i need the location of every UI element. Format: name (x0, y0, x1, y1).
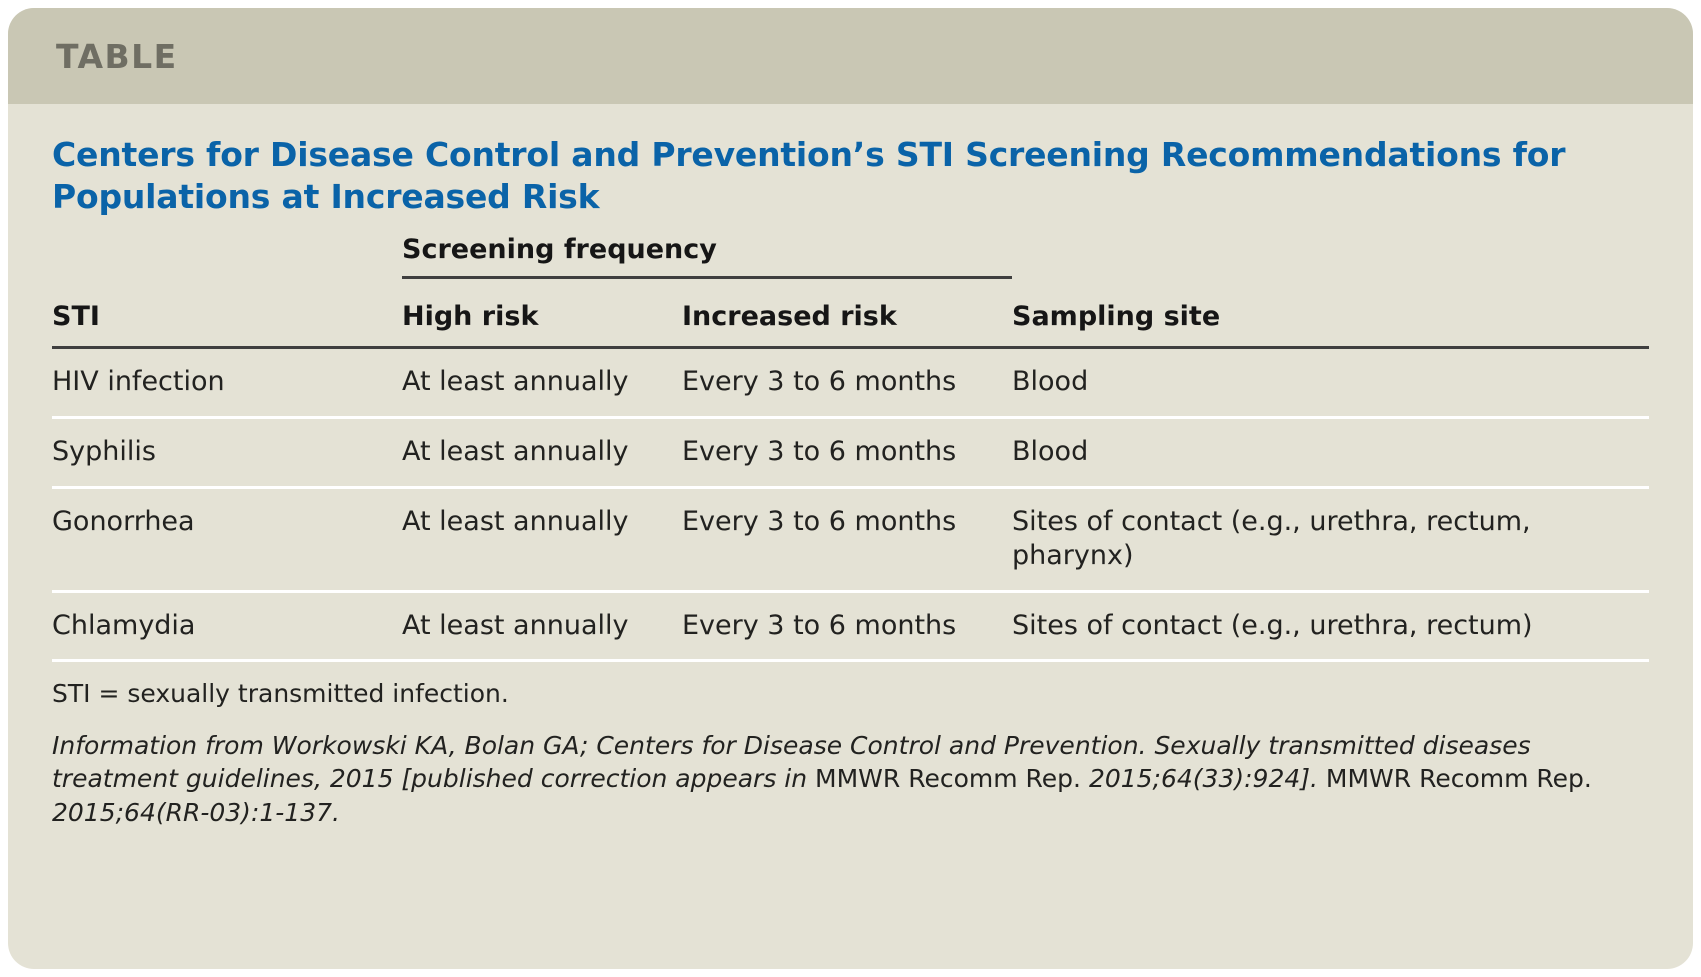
source-part-5: 2015;64(RR-03):1-137. (52, 798, 340, 828)
column-header-high-risk: High risk (402, 279, 682, 348)
source-part-3: 2015;64(33):924]. (1088, 764, 1318, 794)
group-header-spacer-right (1012, 234, 1649, 275)
table-row (52, 487, 1649, 591)
column-header-row (52, 279, 1649, 348)
column-header-sampling-site: Sampling site (1012, 279, 1649, 348)
card-header (8, 8, 1693, 104)
cell-high-risk: At least annually (402, 418, 682, 488)
table-footnote: STI = sexually transmitted infection. (52, 679, 509, 709)
cell-sampling-site: Blood (1012, 348, 1649, 418)
card-body (8, 104, 1693, 969)
group-header-spacer (52, 234, 402, 275)
column-header-increased-risk: Increased risk (682, 279, 1012, 348)
table-card (8, 8, 1693, 969)
cell-high-risk: At least annually (402, 348, 682, 418)
cell-increased-risk: Every 3 to 6 months (682, 348, 1012, 418)
cell-increased-risk: Every 3 to 6 months (682, 487, 1012, 591)
cell-sti: HIV infection (52, 348, 402, 418)
group-header-screening-frequency: Screening frequency (402, 234, 717, 266)
page-title: Centers for Disease Control and Prevention’s STI Screening Recommendations for Populations at Increased Risk (52, 135, 1566, 217)
cell-sampling-site: Blood (1012, 418, 1649, 488)
source-part-4: MMWR Recomm Rep. (1325, 764, 1592, 794)
cell-high-risk: At least annually (402, 591, 682, 661)
table-row (52, 591, 1649, 661)
table-row (52, 418, 1649, 488)
cell-increased-risk: Every 3 to 6 months (682, 591, 1012, 661)
cell-sampling-site: Sites of contact (e.g., urethra, rectum, pharynx) (1012, 487, 1649, 591)
cell-sampling-site: Sites of contact (e.g., urethra, rectum) (1012, 591, 1649, 661)
cell-sti: Chlamydia (52, 591, 402, 661)
source-part-1: Information from Workowski KA, Bolan GA; Centers for Disease Control and Prevention. Sexually transmitted diseases treatment guidelines, 2015 [published correction appears in (52, 730, 1531, 794)
source-part-2: MMWR Recomm Rep. (815, 764, 1081, 794)
table-source (52, 729, 1642, 830)
cell-sti: Gonorrhea (52, 487, 402, 591)
cell-sti: Syphilis (52, 418, 402, 488)
table-row (52, 348, 1649, 418)
group-header-row (52, 234, 1649, 275)
table-label: TABLE (56, 36, 178, 76)
column-header-sti: STI (52, 279, 402, 348)
cell-high-risk: At least annually (402, 487, 682, 591)
screening-recommendations-table (52, 234, 1649, 662)
cell-increased-risk: Every 3 to 6 months (682, 418, 1012, 488)
